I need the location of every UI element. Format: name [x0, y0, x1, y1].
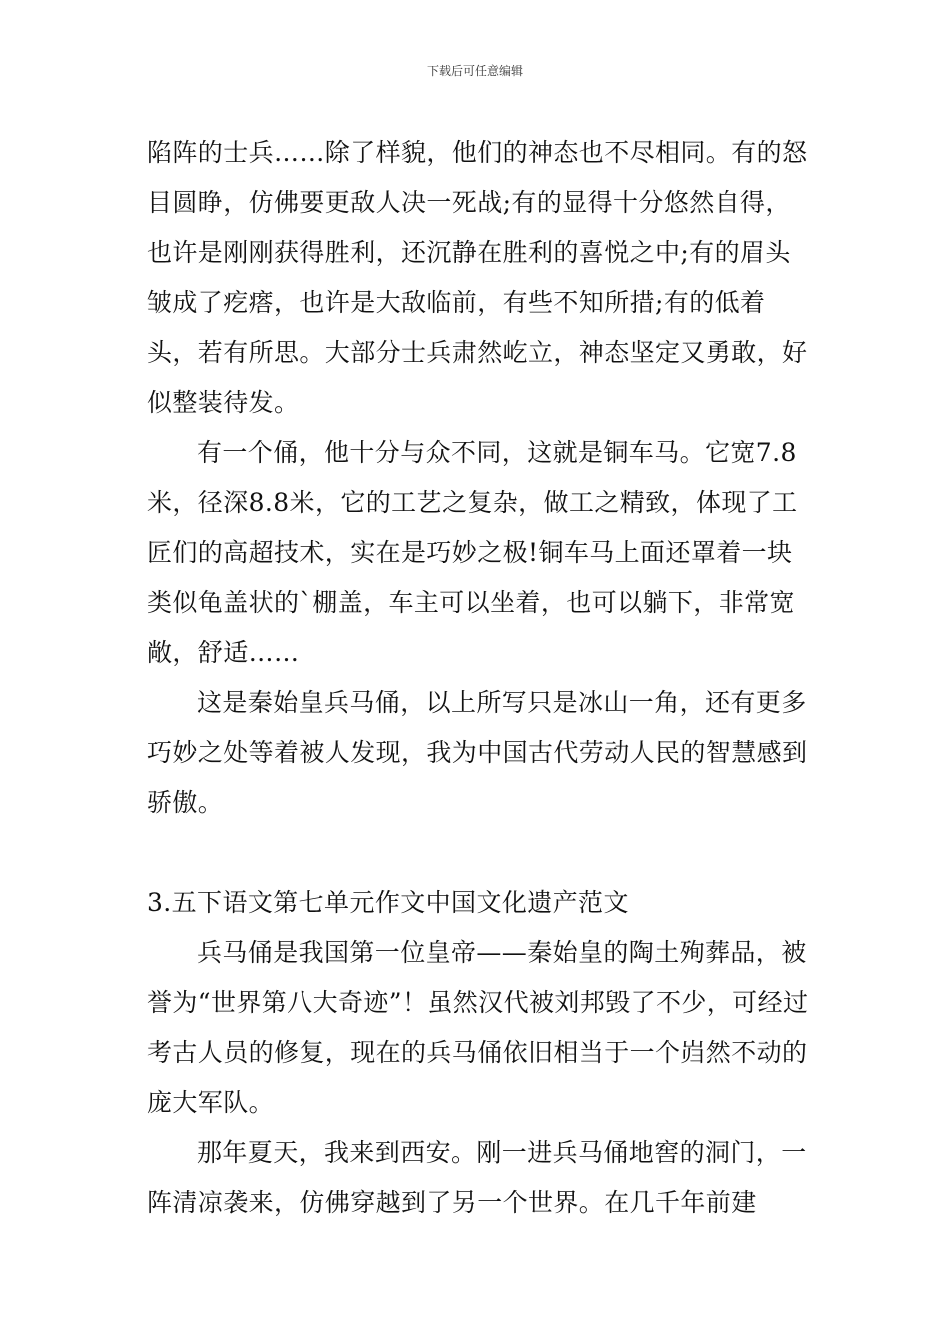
paragraph-soldier-expressions: 陷阵的士兵……除了样貌，他们的神态也不尽相同。有的怒目圆睁，仿佛要更敌人决一死战;有的显得十分悠然自得，也许是刚刚获得胜利，还沉静在胜利的喜悦之中;有的眉头皱成了疙瘩，也许是大敌临前，有些不知所措;有的低着头，若有所思。大部分士兵肃然屹立，神态坚定又勇敢，好似整装待发。 — [147, 138, 808, 417]
paragraph-bronze-chariot: 有一个俑，他十分与众不同，这就是铜车马。它宽7.8米，径深8.8米，它的工艺之复杂，做工之精致，体现了工匠们的高超技术，实在是巧妙之极!铜车马上面还罩着一块类似龟盖状的`棚盖，车主可以坐着，也可以躺下，非常宽敞，舒适…… — [147, 438, 798, 667]
paragraph-xian-visit: 那年夏天，我来到西安。刚一进兵马俑地窖的洞门，一阵清凉袭来，仿佛穿越到了另一个世界。在几千年前建 — [147, 1138, 807, 1217]
page-header-note: 下载后可任意编辑 — [426, 64, 523, 78]
document-body — [147, 128, 812, 1228]
paragraph-conclusion: 这是秦始皇兵马俑，以上所写只是冰山一角，还有更多巧妙之处等着被人发现，我为中国古代劳动人民的智慧感到骄傲。 — [147, 688, 808, 817]
paragraph-terracotta-intro: 兵马俑是我国第一位皇帝——秦始皇的陶土殉葬品，被誉为“世界第八大奇迹”！虽然汉代被刘邦毁了不少，可经过考古人员的修复，现在的兵马俑依旧相当于一个岿然不动的庞大军队。 — [147, 938, 809, 1117]
section-heading: 3.五下语文第七单元作文中国文化遗产范文 — [147, 888, 629, 917]
section-spacer — [147, 828, 812, 878]
